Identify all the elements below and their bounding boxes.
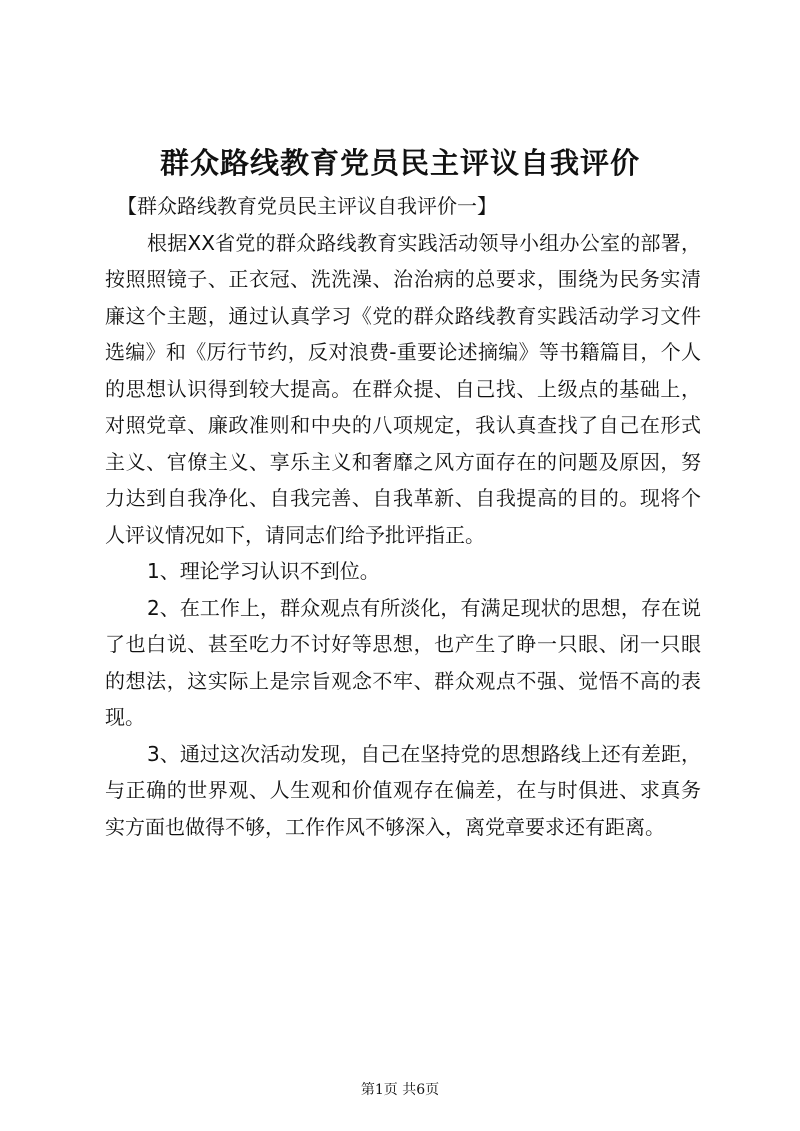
paragraph-item-3: 3、通过这次活动发现，自己在坚持党的思想路线上还有差距，与正确的世界观、人生观和价值观存在偏差，在与时俱进、求真务实方面也做得不够，工作作风不够深入，离党章要求还有距离。 bbox=[105, 741, 701, 839]
paragraph-item-2: 2、在工作上，群众观点有所淡化，有满足现状的思想，存在说了也白说、甚至吃力不讨好等思想，也产生了睁一只眼、闭一只眼的想法，这实际上是宗旨观念不牢、群众观点不强、觉悟不高的表现。 bbox=[105, 595, 701, 729]
section-subheading: 【群众路线教育党员民主评议自我评价一】 bbox=[117, 194, 497, 218]
document-title: 群众路线教育党员民主评议自我评价 bbox=[159, 146, 640, 180]
page-number-footer: 第1页 共6页 bbox=[360, 1082, 440, 1098]
document-body bbox=[105, 188, 701, 845]
paragraph-item-1: 1、理论学习认识不到位。 bbox=[147, 559, 380, 583]
paragraph-intro: 根据XX省党的群众路线教育实践活动领导小组办公室的部署，按照照镜子、正衣冠、洗洗澡、治治病的总要求，围绕为民务实清廉这个主题，通过认真学习《党的群众路线教育实践活动学习文件选编》和《厉行节约，反对浪费-重要论述摘编》等书籍篇目，个人的思想认识得到较大提高。在群众提、自己找、上级点的基础上，对照党章、廉政准则和中央的八项规定，我认真查找了自己在形式主义、官僚主义、享乐主义和奢靡之风方面存在的问题及原因，努力达到自我净化、自我完善、自我革新、自我提高的目的。现将个人评议情况如下，请同志们给予批评指正。 bbox=[105, 230, 701, 547]
